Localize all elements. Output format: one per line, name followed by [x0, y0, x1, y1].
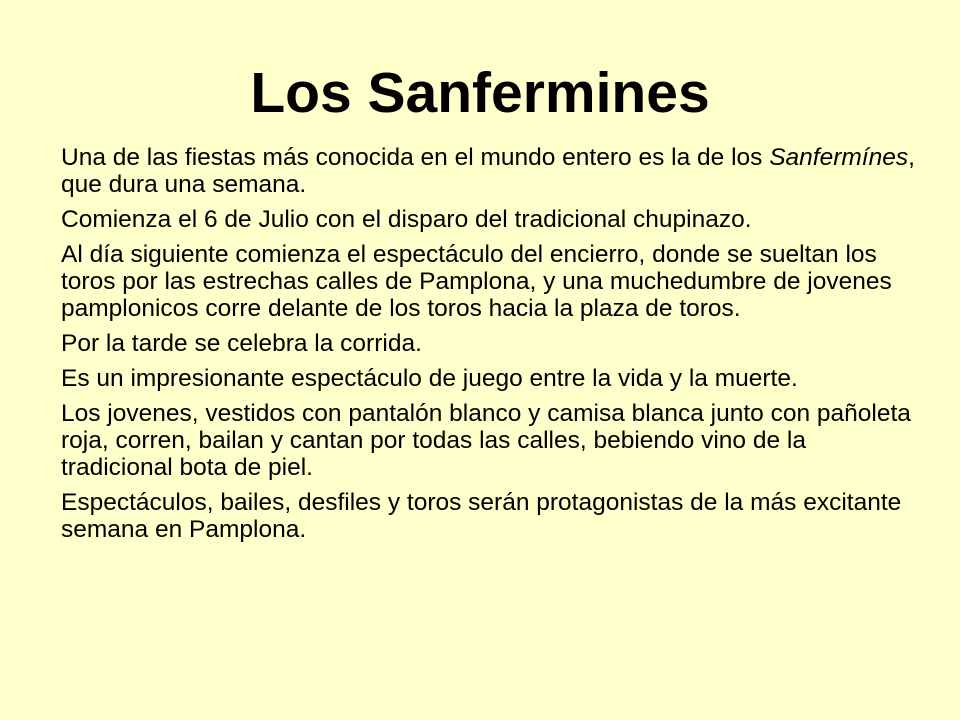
paragraph-intro-text: Una de las fiestas más conocida en el mundo entero es la de los	[61, 144, 770, 171]
paragraph-intro	[61, 144, 921, 198]
paragraph-chupinazo: Comienza el 6 de Julio con el disparo del tradicional chupinazo.	[61, 206, 752, 233]
paragraph-corrida: Por la tarde se celebra la corrida.	[61, 330, 422, 357]
paragraph-intro-end: , que dura una semana.	[61, 144, 915, 198]
paragraph-vestimenta: Los jovenes, vestidos con pantalón blanco y camisa blanca junto con pañoleta roja, corren, bailan y cantan por todas las calles, bebiendo vino de la tradicional bota de piel.	[61, 400, 911, 481]
paragraph-espectaculos: Espectáculos, bailes, desfiles y toros serán protagonistas de la más excitante semana en Pamplona.	[61, 489, 902, 543]
sanfermines-italic: Sanfermínes	[769, 144, 909, 171]
slide-title: Los Sanfermines	[250, 61, 710, 125]
paragraph-encierro: Al día siguiente comienza el espectáculo del encierro, donde se sueltan los toros por las estrechas calles de Pamplona, y una muchedumbre de jovenes pamplonicos corre delante de los toros hacia la plaza de toros.	[61, 241, 892, 322]
slide-body	[61, 144, 921, 551]
paragraph-vida-muerte: Es un impresionante espectáculo de juego entre la vida y la muerte.	[61, 365, 798, 392]
